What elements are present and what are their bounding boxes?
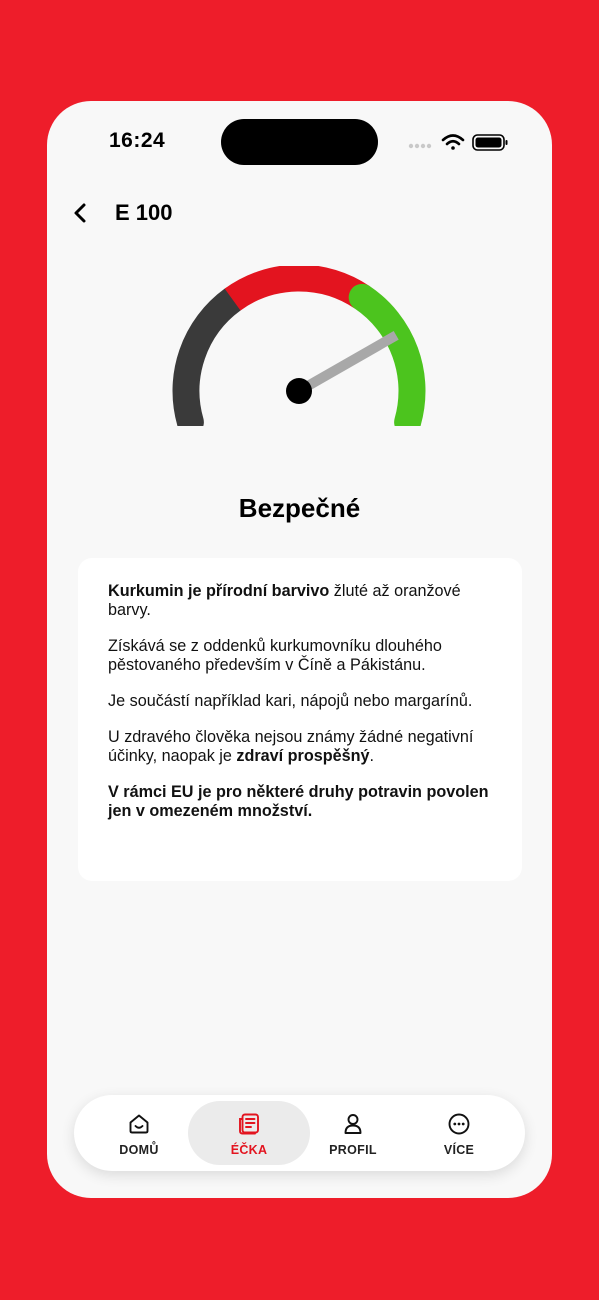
signal-dots-icon	[409, 144, 431, 148]
gauge-needle	[299, 335, 396, 391]
user-icon	[341, 1112, 365, 1136]
tab-more-label: VÍCE	[443, 1143, 475, 1157]
tab-more[interactable]	[398, 1101, 520, 1165]
description-paragraph-1: Kurkumin je přírodní barvivo žluté až oranžové barvy.	[108, 582, 461, 619]
gauge-segment-caution	[233, 278, 363, 300]
page-title: E 100	[115, 200, 173, 225]
home-icon	[127, 1112, 151, 1136]
tab-ecka-label: ÉČKA	[230, 1143, 268, 1157]
dynamic-island	[221, 119, 378, 165]
gauge-segment-safe	[362, 297, 412, 422]
description-card	[78, 558, 522, 881]
header	[47, 193, 552, 233]
battery-icon	[473, 135, 508, 150]
description-paragraph-4: U zdravého člověka nejsou známy žádné negativní účinky, naopak je zdraví prospěšný.	[108, 728, 474, 765]
description-paragraph-3: Je součástí například kari, nápojů nebo margarínů.	[108, 692, 473, 710]
phone-screen	[47, 101, 552, 1198]
description-paragraph-5: V rámci EU je pro některé druhy potravin povolen jen v omezeném množství.	[108, 783, 489, 820]
status-time: 16:24	[109, 129, 166, 152]
tab-bar	[74, 1095, 525, 1171]
safety-rating: Bezpečné	[238, 493, 361, 523]
back-button[interactable]	[67, 199, 95, 227]
safety-gauge	[169, 266, 429, 426]
tab-profile-label: PROFIL	[329, 1143, 377, 1157]
tab-home-label: DOMŮ	[119, 1143, 159, 1157]
tab-profile[interactable]	[292, 1101, 414, 1165]
status-icons	[407, 131, 517, 153]
more-icon	[447, 1112, 471, 1136]
gauge-segment-unsafe	[186, 300, 233, 423]
list-document-icon	[237, 1112, 261, 1136]
tab-home[interactable]	[78, 1101, 200, 1165]
chevron-left-icon	[76, 205, 84, 221]
wifi-icon	[443, 136, 463, 150]
description-paragraph-2: Získává se z oddenků kurkumovníku dlouhého pěstovaného především v Číně a Pákistánu.	[108, 637, 442, 674]
gauge-hub	[286, 378, 312, 404]
